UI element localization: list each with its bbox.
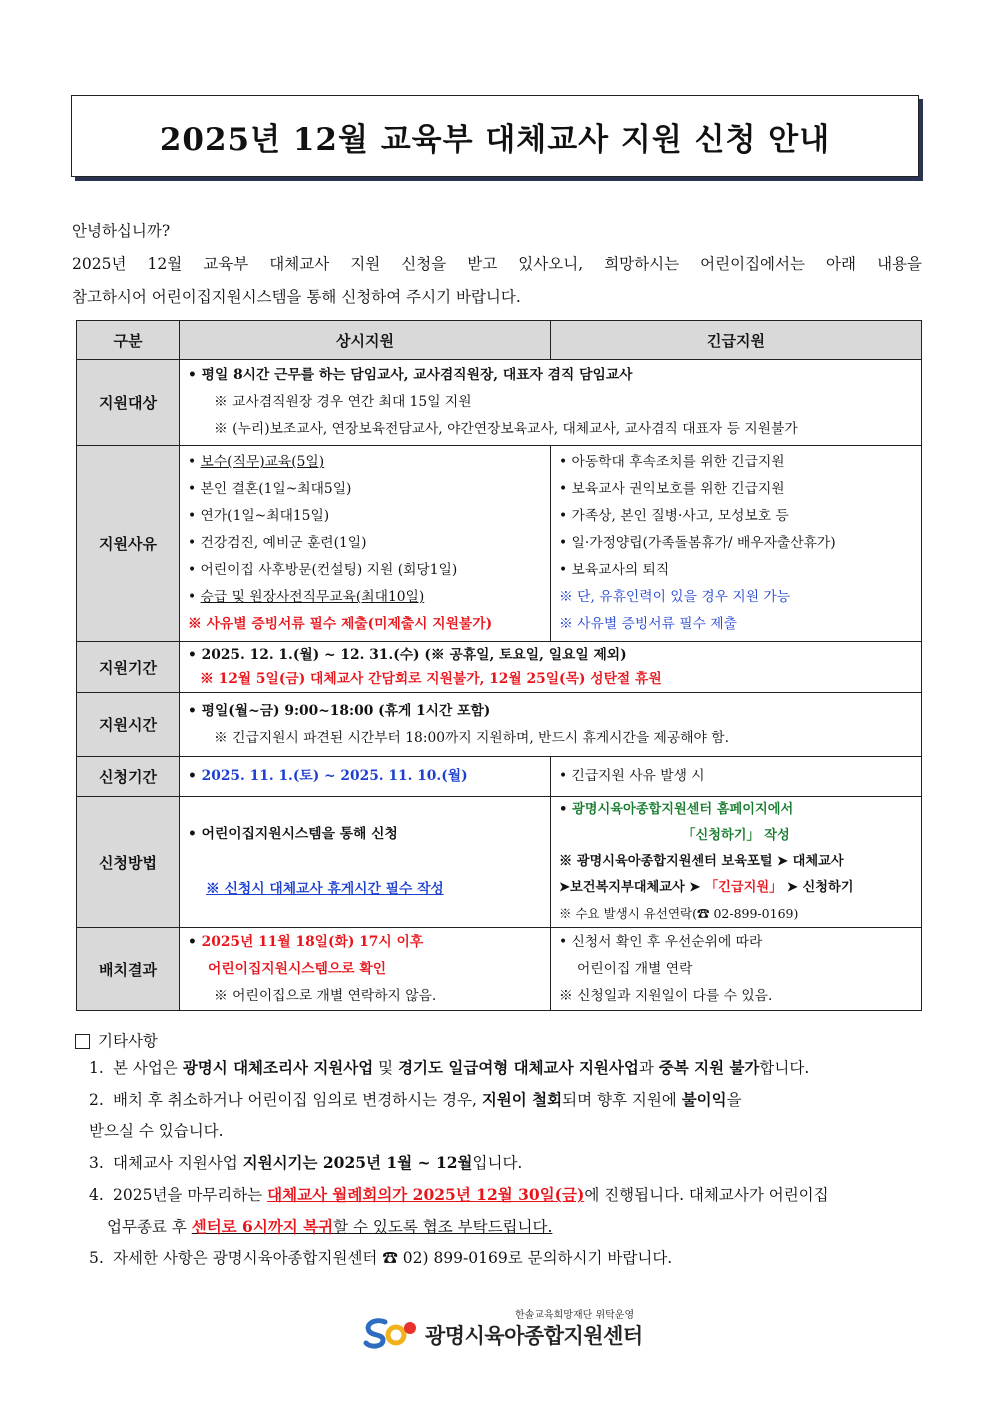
reason-regular-note: ※ 사유별 증빙서류 필수 제출(미제출시 지원불가) (188, 616, 493, 632)
row-reason (77, 446, 922, 642)
label-method: 신청방법 (77, 797, 180, 928)
hours-note: ※ 긴급지원시 파견된 시간부터 18:00까지 지원하며, 반드시 휴게시간을 제공해야 함. (214, 729, 729, 746)
list-item: • 보육교사의 퇴직 (559, 562, 670, 578)
list-item: • 일·가정양립(가족돌봄휴가/ 배우자출산휴가) (559, 535, 836, 551)
list-item: 5. 자세한 사항은 광명시육아종합지원센터 ☎ 02) 899-0169로 문의하시기 바랍니다. (89, 1249, 673, 1267)
header-urgent: 긴급지원 (551, 321, 922, 360)
list-item: • 어린이집 사후방문(컨설팅) 지원 (회당1일) (188, 562, 458, 578)
row-method (77, 797, 922, 928)
table-header-row (77, 321, 922, 360)
list-item: • 아동학대 후속조치를 위한 긴급지원 (559, 454, 785, 470)
row-hours (77, 693, 922, 757)
list-item: • 가족상, 본인 질병·사고, 모성보호 등 (559, 508, 789, 524)
period-content (180, 642, 922, 693)
info-table (76, 320, 922, 1011)
center-logo-icon (363, 1316, 421, 1350)
method-regular-note: ※ 신청시 대체교사 휴게시간 필수 작성 (206, 881, 444, 897)
label-hours: 지원시간 (77, 693, 180, 757)
footer-logo (363, 1306, 653, 1356)
row-apply-period (77, 757, 922, 797)
row-result (77, 928, 922, 1011)
label-period: 지원기간 (77, 642, 180, 693)
checkbox-icon (75, 1034, 90, 1049)
method-urgent: • 광명시육아종합지원센터 홈페이지에서 「신청하기」 작성 ※ 광명시육아종합지원센터 보육포털 ➤ 대체교사 ➤보건복지부대체교사 ➤ 「긴급지원」 ➤ 신청하기 ※ 수요 발생시 유선연락(☎ 02-899-0169) (551, 797, 922, 928)
intro-line2: 참고하시어 어린이집지원시스템을 통해 신청하여 주시기 바랍니다. (72, 288, 521, 306)
period-note: ※ 12월 5일(금) 대체교사 간담회로 지원불가, 12월 25일(목) 성탄절 휴원 (200, 671, 662, 687)
result-urgent: • 신청서 확인 후 우선순위에 따라 어린이집 개별 연락 ※ 신청일과 지원일이 다를 수 있음. (551, 928, 922, 1011)
apply-period-urgent: • 긴급지원 사유 발생 시 (551, 757, 922, 797)
center-name: 광명시육아종합지원센터 (425, 1324, 643, 1348)
reason-urgent (551, 446, 922, 642)
label-result: 배치결과 (77, 928, 180, 1011)
row-target (77, 360, 922, 446)
hours-content (180, 693, 922, 757)
reason-urgent-note2: ※ 사유별 증빙서류 필수 제출 (559, 616, 737, 632)
list-item-continued: 업무종료 후 센터로 6시까지 복귀할 수 있도록 협조 부탁드립니다. (107, 1217, 553, 1236)
list-item: • 보육교사 권익보호를 위한 긴급지원 (559, 481, 785, 497)
list-item: • 본인 결혼(1일~최대5일) (188, 481, 352, 497)
header-category: 구분 (77, 321, 180, 360)
row-period (77, 642, 922, 693)
label-target: 지원대상 (77, 360, 180, 446)
reason-regular (180, 446, 551, 642)
page-title: 2025년 12월 교육부 대체교사 지원 신청 안내 (159, 121, 831, 158)
intro-line1: 2025년 12월 교육부 대체교사 지원 신청을 받고 있사오니, 희망하시는 어린이집에서는 아래 내용을 (72, 255, 922, 273)
list-item: 1. 본 사업은 광명시 대체조리사 지원사업 및 경기도 일급여형 대체교사 지원사업과 중복 지원 불가합니다. (89, 1058, 810, 1077)
etc-list (75, 1052, 925, 1274)
list-item: • 승급 및 원장사전직무교육(최대10일) (188, 589, 425, 605)
label-apply-period: 신청기간 (77, 757, 180, 797)
title-box (71, 95, 919, 177)
target-content (180, 360, 922, 446)
result-regular: • 2025년 11월 18일(화) 17시 이후 어린이집지원시스템으로 확인 ※ 어린이집으로 개별 연락하지 않음. (180, 928, 551, 1011)
header-regular: 상시지원 (180, 321, 551, 360)
list-item: 3. 대체교사 지원사업 지원시기는 2025년 1월 ~ 12월입니다. (89, 1153, 523, 1172)
period-main: • 2025. 12. 1.(월) ~ 12. 31.(수) (※ 공휴일, 토요일, 일요일 제외) (188, 647, 627, 663)
apply-period-regular: • 2025. 11. 1.(토) ~ 2025. 11. 10.(월) (180, 757, 551, 797)
etc-title: 기타사항 (98, 1032, 158, 1050)
intro-greeting: 안녕하십니까? (72, 222, 171, 240)
target-note2: ※ (누리)보조교사, 연장보육전담교사, 야간연장보육교사, 대체교사, 교사겸직 대표자 등 지원불가 (214, 421, 798, 437)
method-regular (180, 797, 551, 928)
list-item: • 건강검진, 예비군 훈련(1일) (188, 535, 367, 551)
target-note1: ※ 교사겸직원장 경우 연간 최대 15일 지원 (214, 394, 472, 410)
method-regular-main: • 어린이집지원시스템을 통해 신청 (188, 826, 398, 842)
operator-text: 한솔교육희망재단 위탁운영 (515, 1310, 635, 1321)
list-item-continued: 받으실 수 있습니다. (89, 1122, 224, 1140)
list-item: 2. 배치 후 취소하거나 어린이집 임의로 변경하시는 경우, 지원이 철회되며 향후 지원에 불이익을 (89, 1090, 742, 1109)
etc-section (75, 1030, 925, 1274)
target-main: • 평일 8시간 근무를 하는 담임교사, 교사겸직원장, 대표자 겸직 담임교사 (188, 367, 633, 383)
reason-urgent-note1: ※ 단, 유휴인력이 있을 경우 지원 가능 (559, 589, 791, 605)
intro (72, 215, 922, 314)
apply-period-dates: 2025. 11. 1.(토) ~ 2025. 11. 10.(월) (201, 768, 468, 784)
hours-main: • 평일(월~금) 9:00~18:00 (휴게 1시간 포함) (188, 702, 491, 719)
list-item: • 보수(직무)교육(5일) (188, 454, 325, 470)
list-item: 4. 2025년을 마무리하는 대체교사 월례회의가 2025년 12월 30일(금)에 진행됩니다. 대체교사가 어린이집 (89, 1185, 829, 1204)
label-reason: 지원사유 (77, 446, 180, 642)
list-item: • 연가(1일~최대15일) (188, 508, 330, 524)
